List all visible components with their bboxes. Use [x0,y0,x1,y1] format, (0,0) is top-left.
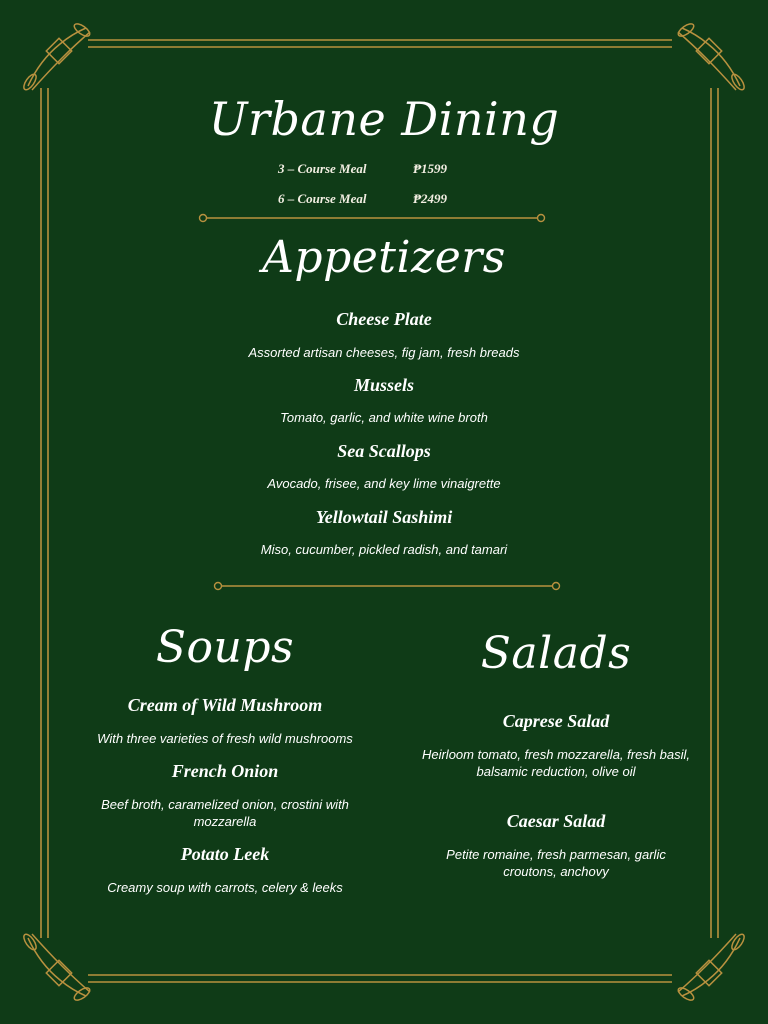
corner-ornament-top-left [22,22,92,92]
appetizer-name: Cheese Plate [336,309,432,329]
soup-description: Beef broth, caramelized onion, crostini with mozzarella [101,797,349,829]
divider-top [200,215,545,222]
salad-description: Petite romaine, fresh parmesan, garlic croutons, anchovy [446,847,666,879]
soup-name: French Onion [171,761,279,781]
salad-name: Caprese Salad [502,711,610,731]
soup-name: Cream of Wild Mushroom [127,695,323,715]
salad-name: Caesar Salad [506,811,606,831]
course-price: ₱1599 [413,161,447,176]
soup-description: Creamy soup with carrots, celery & leeks [107,880,343,895]
corner-ornament-bottom-left [22,932,92,1002]
appetizers-title: Appetizers [262,232,506,283]
appetizer-name: Yellowtail Sashimi [315,507,453,527]
salad-description: Heirloom tomato, fresh mozzarella, fresh basil, balsamic reduction, olive oil [421,747,691,779]
soup-description: With three varieties of fresh wild mushrooms [97,731,353,746]
appetizer-description: Assorted artisan cheeses, fig jam, fresh breads [248,345,520,360]
course-label: 3 – Course Meal [278,161,367,176]
soups-title: Soups [155,622,295,673]
appetizer-name: Mussels [353,375,415,395]
appetizer-description: Avocado, frisee, and key lime vinaigrette [267,476,501,491]
corner-ornament-top-right [676,22,746,92]
restaurant-name: Urbane Dining [208,92,560,146]
appetizer-name: Sea Scallops [337,441,431,461]
salads-title: Salads [480,628,632,679]
corner-ornament-bottom-right [676,932,746,1002]
appetizer-description: Miso, cucumber, pickled radish, and tamari [260,542,508,557]
course-price: ₱2499 [413,191,447,206]
appetizer-description: Tomato, garlic, and white wine broth [280,410,488,425]
course-label: 6 – Course Meal [278,191,367,206]
soup-name: Potato Leek [180,844,270,864]
divider-middle [215,583,560,590]
